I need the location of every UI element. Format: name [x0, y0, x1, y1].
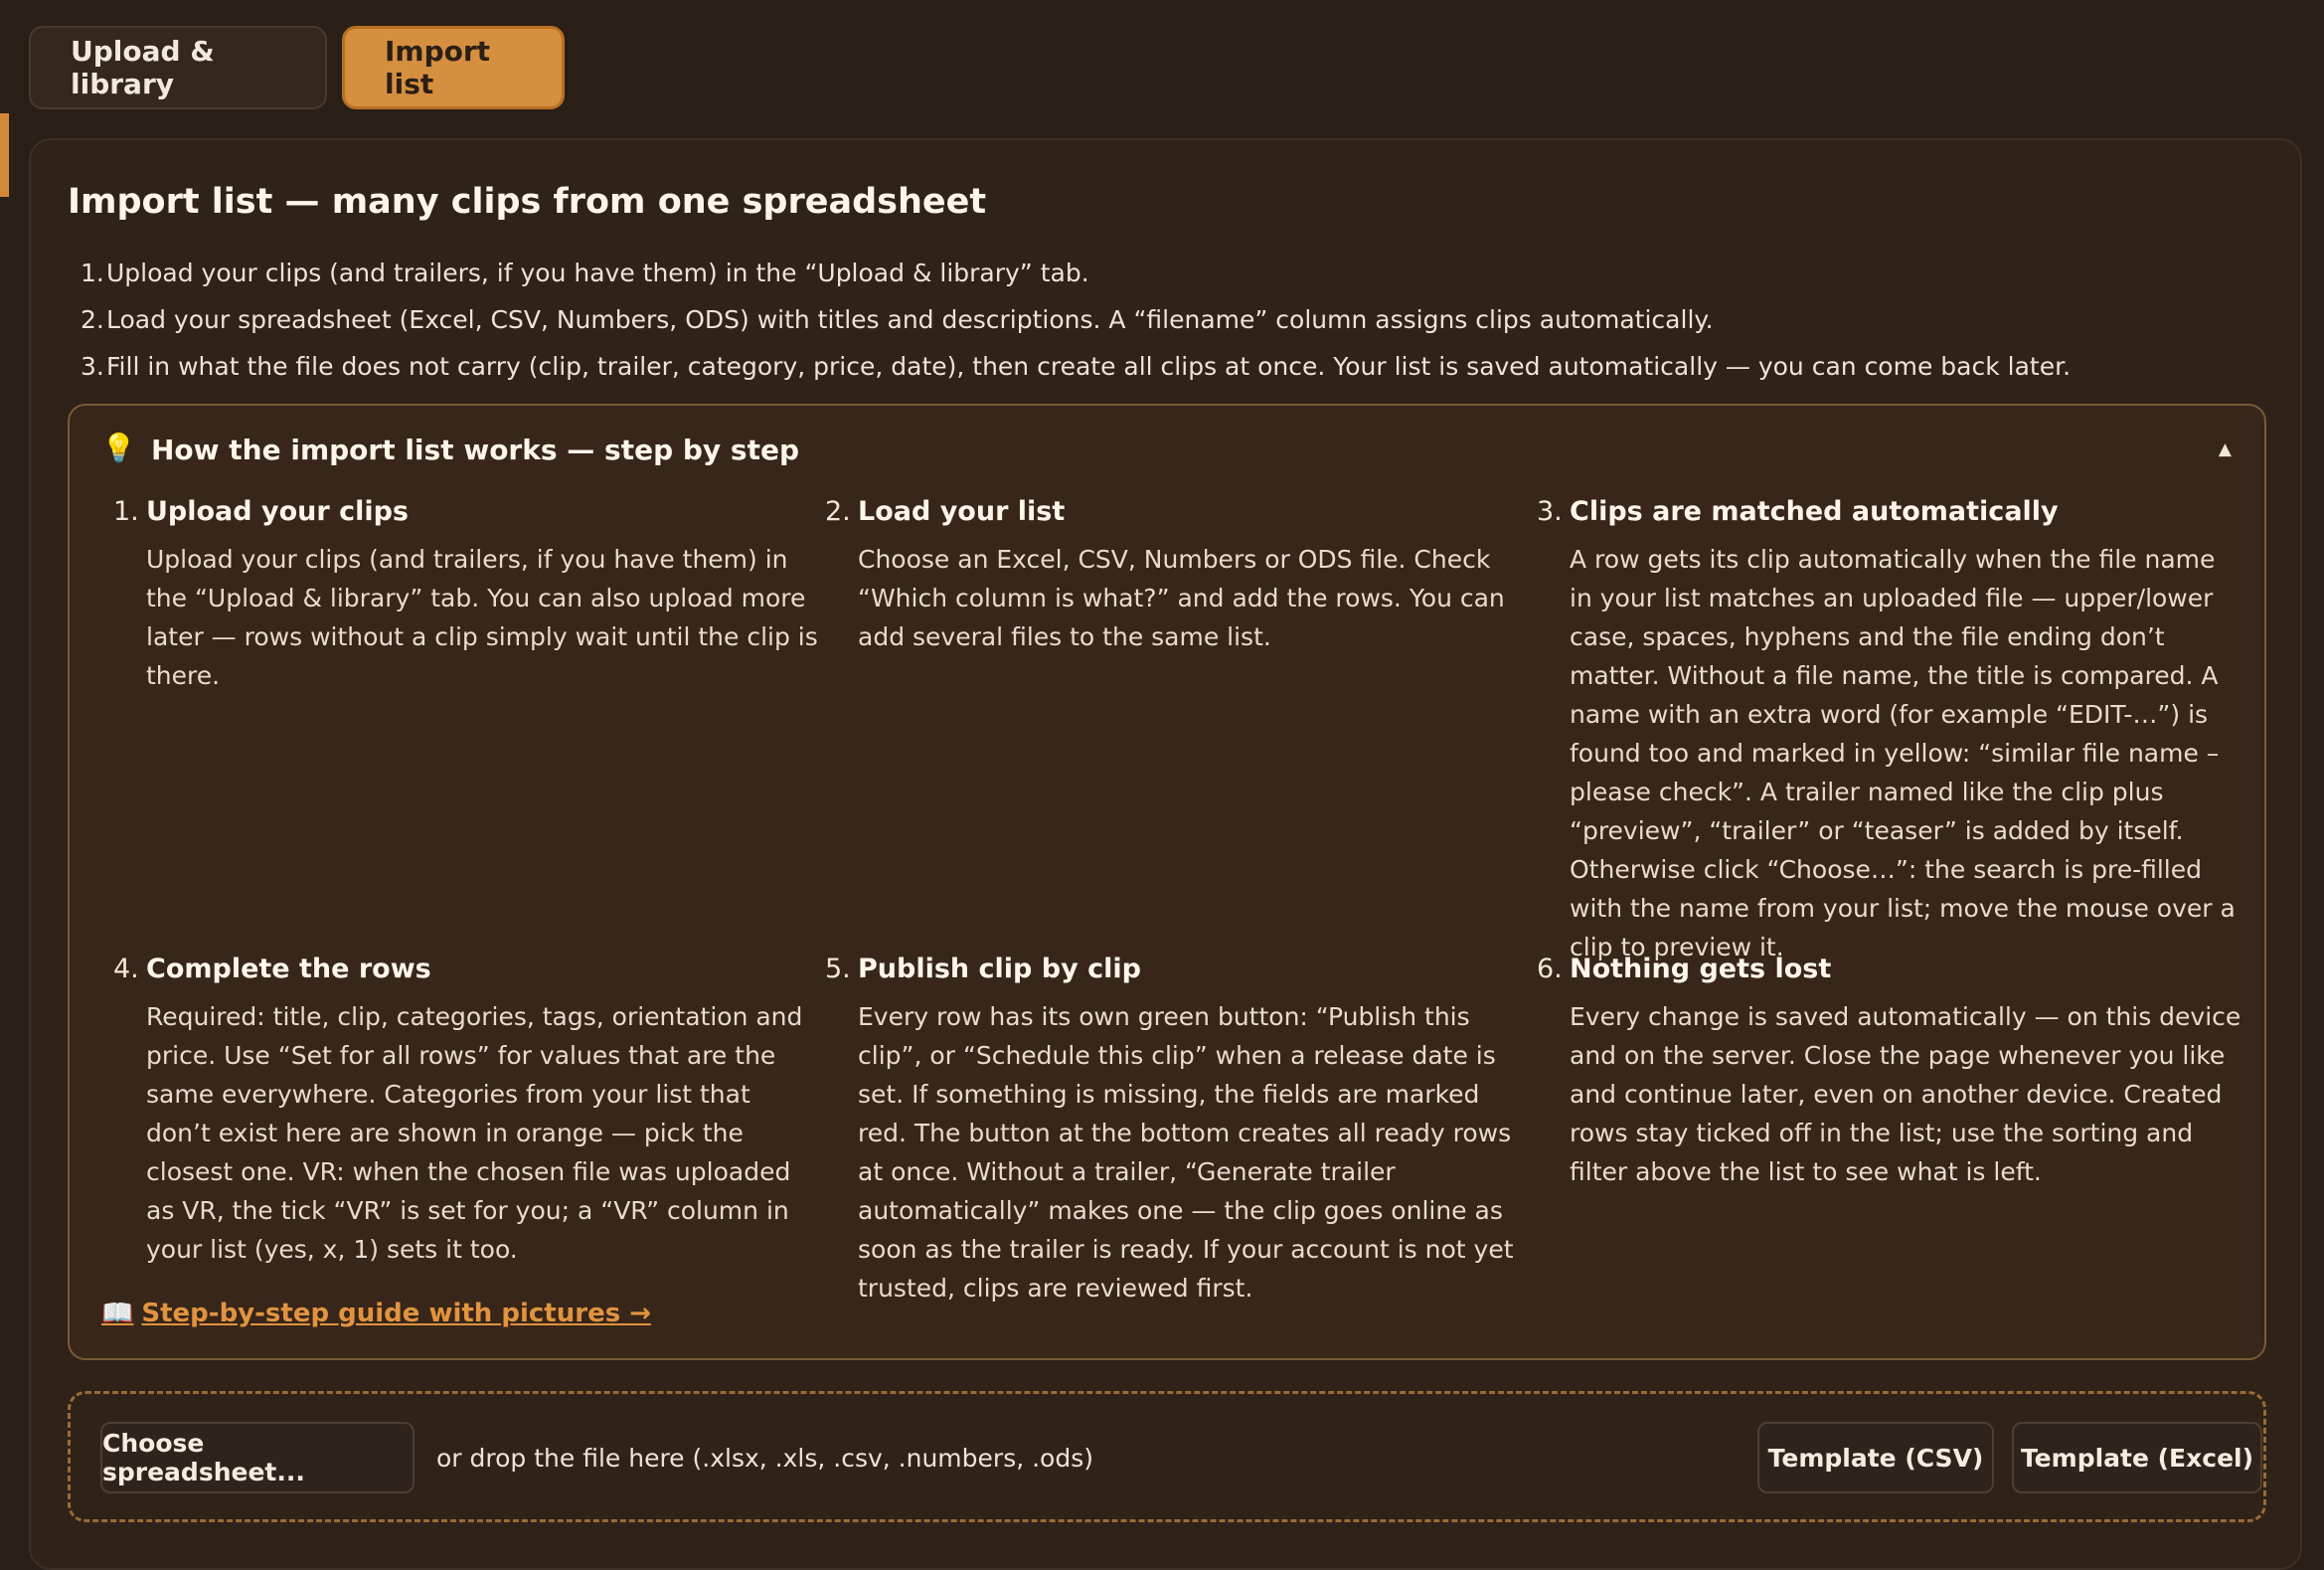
tab-upload-library[interactable]: Upload & library [29, 26, 327, 109]
intro-item: 2.Load your spreadsheet (Excel, CSV, Numbers, ODS) with titles and descriptions. A “filename” column assigns clips automatically. [81, 305, 1714, 334]
how-it-works-section: 💡 How the import list works — step by step ▲ 1. Upload your clips Upload your clips (and trailers, if you have them) in the “Upload & library” tab. You can also upload more later — rows without a clip simply wait until the clip is there. 2. Load your list Choose an Excel, CSV, Numbers or ODS file. Check “Which column is what?” and add the rows. You can add several files to the same list. 3. Clips are matched automatically A row gets its clip automatically when the file name in your list matches an uploaded file — upper/lower case, spaces, hyphens and the file ending don’t matter. Without a file name, the title is compared. A name with an extra word (for example “EDIT-…”) is found too and marked in yellow: “similar file name – please check”. A trailer named like the clip plus “preview”, “trailer” or “teaser” is added by itself. Otherwise click “Choose…”: the search is pre-filled with the name from your list; move the mouse over a clip to preview it. 4. Complete the rows Required: title, clip, categories, tags, orientation and price. Use “Set for all rows” for values that are the same everywhere. Categories from your list that don’t exist here are shown in orange — pick the closest one. VR: when the chosen file was uploaded as VR, the tick “VR” is set for you; a “VR” column in your list (yes, x, 1) sets it too. 5. Publish clip by clip Every row has its own green button: “Publish this clip”, or “Schedule this clip” when a release date is set. If something is missing, the fields are marked red. The button at the bottom creates all ready rows at once. Without a trailer, “Generate trailer automatically” makes one — the clip goes online as soon as the trailer is ready. If your account is not yet trusted, clips are reviewed first. 6. Nothing gets lost Every change is saved automatically — on this device and on the server. Close the page whenever you like and continue later, even on another device. Created rows stay ticked off in the list; use the sorting and filter above the list to see what is left. 📖 Step-by-step guide with pictures → [68, 404, 2266, 1360]
choose-spreadsheet-button[interactable]: Choose spreadsheet... [100, 1422, 415, 1493]
step-title: Clips are matched automatically [1570, 496, 2059, 527]
step-body: Every row has its own green button: “Publish this clip”, or “Schedule this clip” when a release date is set. If something is missing, the fields are marked red. The button at the bottom creates all ready rows at once. Without a trailer, “Generate trailer automatically” makes one — the clip goes online as soon as the trailer is ready. If your account is not yet trusted, clips are reviewed first. [858, 1002, 1514, 1303]
step-title: Upload your clips [146, 496, 410, 527]
dropzone-hint: or drop the file here (.xlsx, .xls, .csv, .numbers, .ods) [436, 1444, 1093, 1473]
left-accent-bar [0, 113, 9, 197]
lightbulb-icon: 💡 [101, 432, 136, 464]
template-csv-button[interactable]: Template (CSV) [1757, 1422, 1994, 1493]
tab-bar [29, 26, 565, 109]
template-excel-button[interactable]: Template (Excel) [2012, 1422, 2262, 1493]
how-it-works-toggle[interactable] [70, 406, 2264, 495]
intro-item: 3.Fill in what the file does not carry (clip, trailer, category, price, date), then create all clips at once. Your list is saved automatically — you can come back later. [81, 352, 2072, 381]
page-title: Import list — many clips from one spreadsheet [68, 182, 987, 222]
book-icon: 📖 [101, 1299, 134, 1328]
step-title: Publish clip by clip [858, 954, 1141, 984]
import-panel [29, 138, 2302, 1570]
tab-import-list[interactable]: Import list [342, 26, 565, 109]
step-title: Load your list [858, 496, 1066, 527]
step-by-step-guide-link[interactable]: 📖 Step-by-step guide with pictures → [101, 1299, 652, 1328]
step-body: Required: title, clip, categories, tags, orientation and price. Use “Set for all rows” for values that are the same everywhere. Categories from your list that don’t exist here are shown in orange — pick the closest one. VR: when the chosen file was uploaded as VR, the tick “VR” is set for you; a “VR” column in your list (yes, x, 1) sets it too. [146, 1002, 803, 1264]
step-body: Every change is saved automatically — on this device and on the server. Close the page whenever you like and continue later, even on another device. Created rows stay ticked off in the list; use the sorting and filter above the list to see what is left. [1570, 1002, 2241, 1186]
step-title: Nothing gets lost [1570, 954, 1832, 984]
intro-list [81, 250, 2071, 390]
intro-item: 1.Upload your clips (and trailers, if you have them) in the “Upload & library” tab. [81, 259, 1089, 287]
step-body: Choose an Excel, CSV, Numbers or ODS file. Check “Which column is what?” and add the rows. You can add several files to the same list. [858, 545, 1505, 651]
step-title: Complete the rows [146, 954, 431, 984]
step-body: Upload your clips (and trailers, if you have them) in the “Upload & library” tab. You can also upload more later — rows without a clip simply wait until the clip is there. [146, 545, 818, 690]
chevron-up-icon[interactable]: ▲ [2218, 439, 2232, 459]
file-dropzone[interactable] [68, 1391, 2266, 1522]
how-it-works-title: How the import list works — step by step [151, 434, 799, 466]
step-body: A row gets its clip automatically when the file name in your list matches an uploaded file — upper/lower case, spaces, hyphens and the file ending don’t matter. Without a file name, the title is compared. A name with an extra word (for example “EDIT-…”) is found too and marked in yellow: “similar file name – please check”. A trailer named like the clip plus “preview”, “trailer” or “teaser” is added by itself. Otherwise click “Choose…”: the search is pre-filled with the name from your list; move the mouse over a clip to preview it. [1570, 545, 2236, 961]
